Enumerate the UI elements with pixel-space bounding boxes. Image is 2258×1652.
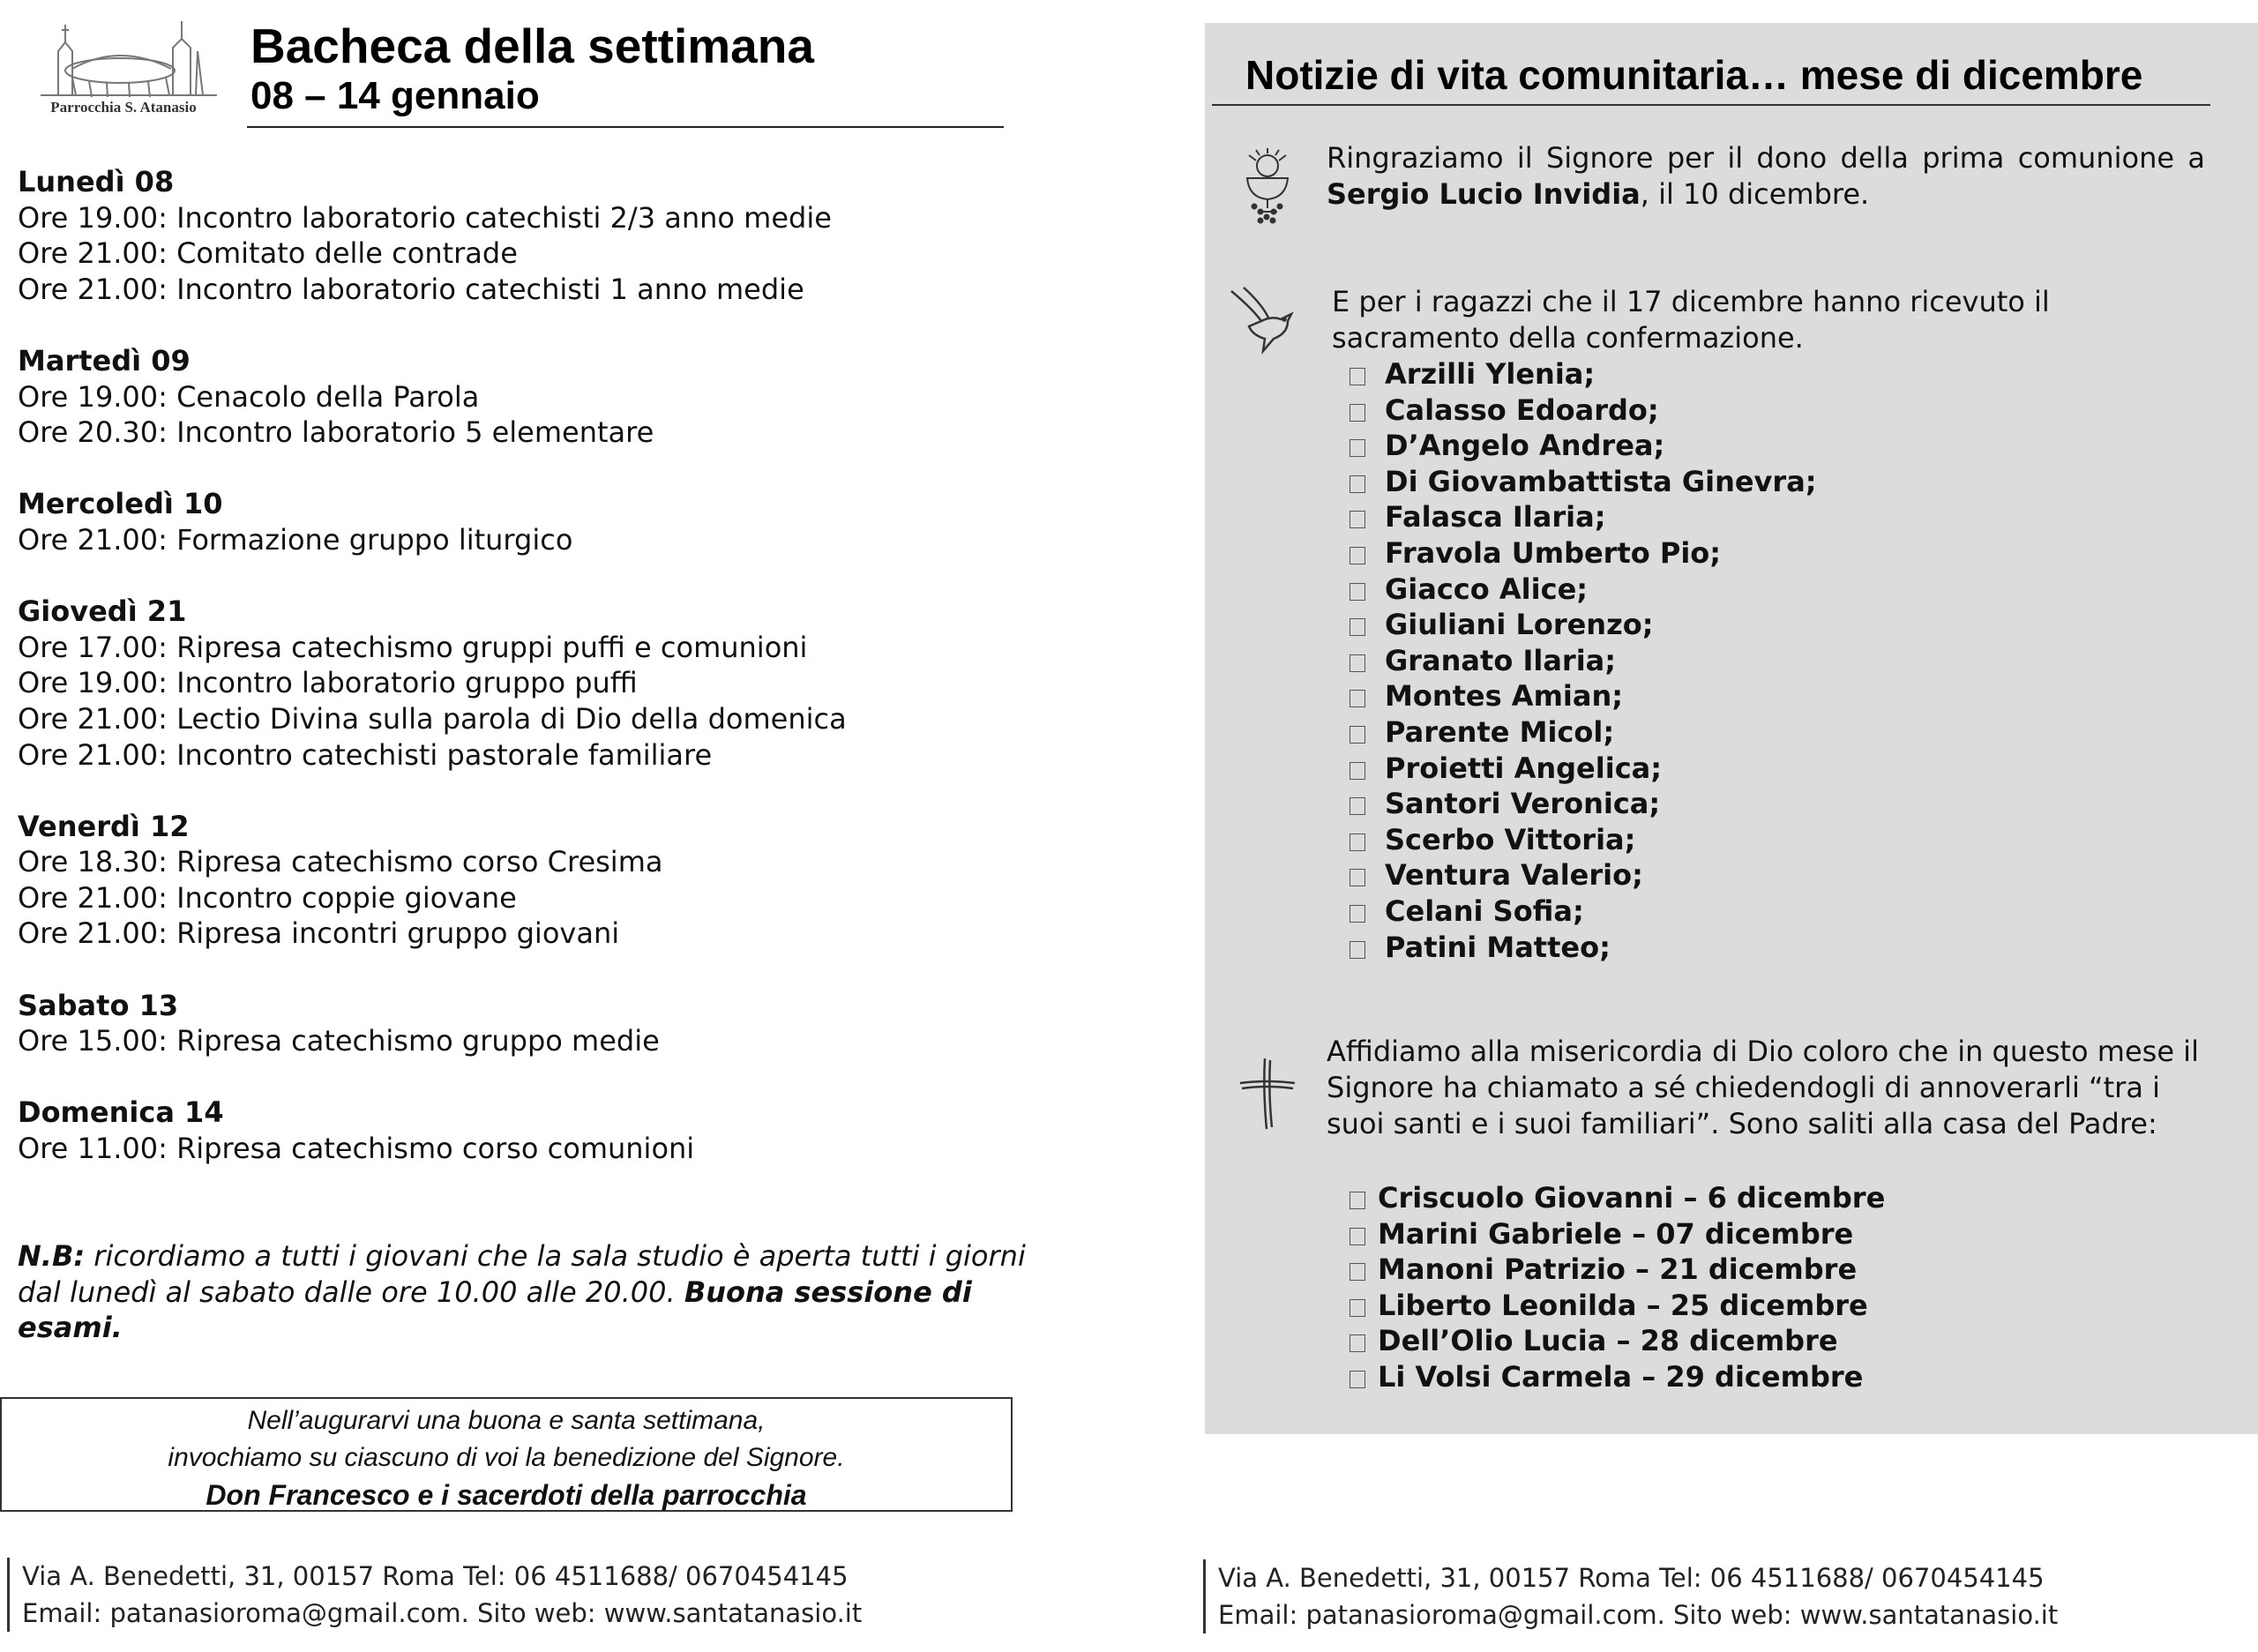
day-block <box>18 164 1014 307</box>
checkbox-icon <box>1350 1228 1365 1245</box>
list-item: Li Volsi Carmela – 29 dicembre <box>1350 1359 1885 1395</box>
day-name: Mercoledì 10 <box>18 487 223 521</box>
list-item: Ventura Valerio; <box>1350 857 1817 893</box>
day-block <box>18 343 1014 451</box>
event-row: Ore 21.00: Incontro catechisti pastorale familiare <box>18 737 713 772</box>
list-item: Celani Sofia; <box>1350 893 1817 930</box>
day-name: Venerdì 12 <box>18 809 190 843</box>
checkbox-icon <box>1350 1371 1365 1388</box>
checkbox-icon <box>1350 690 1365 707</box>
day-name: Sabato 13 <box>18 988 179 1022</box>
list-item: Giuliani Lorenzo; <box>1350 607 1817 643</box>
list-item: Marini Gabriele – 07 dicembre <box>1350 1216 1885 1252</box>
checkbox-icon <box>1350 726 1365 744</box>
checkbox-icon <box>1350 475 1365 493</box>
event-row: Ore 21.00: Ripresa incontri gruppo giovani <box>18 916 620 951</box>
day-name: Martedì 09 <box>18 343 191 377</box>
confirmation-paragraph: E per i ragazzi che il 17 dicembre hanno ricevuto il sacramento della confermazione. <box>1332 285 2050 355</box>
day-block <box>18 809 1014 952</box>
greeting-line: invochiamo su ciascuno di voi la benedizione del Signore. <box>168 1443 845 1472</box>
list-item: Dell’Olio Lucia – 28 dicembre <box>1350 1323 1885 1359</box>
list-item: D’Angelo Andrea; <box>1350 428 1817 464</box>
communion-post: , il 10 dicembre. <box>1640 177 1870 211</box>
date-range: 08 – 14 gennaio <box>250 74 540 117</box>
event-row: Ore 21.00: Formazione gruppo liturgico <box>18 522 573 557</box>
title-divider <box>247 126 1004 128</box>
list-item: Fravola Umberto Pio; <box>1350 535 1817 572</box>
day-block <box>18 486 1014 557</box>
news-divider <box>1212 104 2210 106</box>
list-item: Giacco Alice; <box>1350 572 1817 608</box>
event-row: Ore 19.00: Cenacolo della Parola <box>18 379 480 414</box>
checkbox-icon <box>1350 1192 1365 1209</box>
checkbox-icon <box>1350 762 1365 780</box>
event-row: Ore 21.00: Lectio Divina sulla parola di Dio della domenica <box>18 701 847 736</box>
communion-pre: Ringraziamo il Signore per il dono della prima comunione a <box>1327 141 2205 175</box>
list-item: Manoni Patrizio – 21 dicembre <box>1350 1252 1885 1288</box>
checkbox-icon <box>1350 1299 1365 1317</box>
footer-contact[interactable]: Email: patanasioroma@gmail.com. Sito web: www.santatanasio.it <box>22 1598 863 1628</box>
checkbox-icon <box>1350 511 1365 528</box>
footer-left <box>7 1558 862 1632</box>
checkbox-icon <box>1350 941 1365 959</box>
day-block <box>18 594 1014 773</box>
checkbox-icon <box>1350 583 1365 601</box>
footer-address: Via A. Benedetti, 31, 00157 Roma Tel: 06 4511688/ 0670454145 <box>22 1561 849 1591</box>
nb-text: ricordiamo a tutti i giovani che la sala studio è aperta tutti i giorni dal lunedì al sabato dalle ore 10.00 alle 20.00. <box>18 1239 1026 1309</box>
chalice-icon <box>1235 148 1300 231</box>
list-item: Parente Micol; <box>1350 714 1817 751</box>
event-row: Ore 19.00: Incontro laboratorio catechisti 2/3 anno medie <box>18 200 832 235</box>
checkbox-icon <box>1350 439 1365 457</box>
checkbox-icon <box>1350 1334 1365 1352</box>
footer-address: Via A. Benedetti, 31, 00157 Roma Tel: 06 4511688/ 0670454145 <box>1218 1563 2045 1593</box>
list-item: Santori Veronica; <box>1350 786 1817 822</box>
dove-icon <box>1226 282 1305 360</box>
list-item: Patini Matteo; <box>1350 930 1817 966</box>
event-row: Ore 15.00: Ripresa catechismo gruppo medie <box>18 1024 660 1058</box>
list-item: Di Giovambattista Ginevra; <box>1350 464 1817 500</box>
news-title: Notizie di vita comunitaria… mese di dicembre <box>1245 52 2143 98</box>
logo-caption: Parrocchia S. Atanasio <box>50 99 197 116</box>
day-block <box>18 988 1014 1059</box>
day-name: Lunedì 08 <box>18 165 175 198</box>
nota-bene <box>18 1238 1032 1346</box>
communion-paragraph <box>1327 140 2205 213</box>
cross-icon <box>1237 1057 1298 1134</box>
event-row: Ore 19.00: Incontro laboratorio gruppo puffi <box>18 666 638 700</box>
list-item: Liberto Leonilda – 25 dicembre <box>1350 1288 1885 1324</box>
greeting-box <box>0 1397 1013 1512</box>
checkbox-icon <box>1350 797 1365 815</box>
communion-name: Sergio Lucio Invidia <box>1327 177 1641 211</box>
list-item: Montes Amian; <box>1350 678 1817 714</box>
weekly-schedule <box>18 164 1014 1202</box>
event-row: Ore 17.00: Ripresa catechismo gruppi puffi e comunioni <box>18 630 808 664</box>
nb-label: N.B: <box>18 1239 86 1273</box>
day-name: Domenica 14 <box>18 1095 224 1130</box>
checkbox-icon <box>1350 869 1365 886</box>
event-row: Ore 11.00: Ripresa catechismo corso comunioni <box>18 1132 695 1166</box>
list-item: Granato Ilaria; <box>1350 643 1817 679</box>
deceased-paragraph: Affidiamo alla misericordia di Dio coloro che in questo mese il Signore ha chiamato a sé chiedendogli di annoverarli “tra i suoi santi e i suoi familiari”. Sono saliti alla casa del Padre: <box>1327 1035 2199 1140</box>
event-row: Ore 21.00: Incontro coppie giovane <box>18 880 517 915</box>
greeting-line: Nell’augurarvi una buona e santa settimana, <box>247 1406 766 1435</box>
church-logo-icon <box>23 16 224 101</box>
checkbox-icon <box>1350 833 1365 851</box>
checkbox-icon <box>1350 654 1365 672</box>
footer-right <box>1203 1559 2058 1633</box>
checkbox-icon <box>1350 618 1365 636</box>
checkbox-icon <box>1350 547 1365 564</box>
confirmed-list <box>1350 356 1817 965</box>
list-item: Scerbo Vittoria; <box>1350 822 1817 858</box>
checkbox-icon <box>1350 1263 1365 1281</box>
checkbox-icon <box>1350 368 1365 385</box>
list-item: Falasca Ilaria; <box>1350 499 1817 535</box>
checkbox-icon <box>1350 905 1365 923</box>
checkbox-icon <box>1350 404 1365 422</box>
list-item: Calasso Edoardo; <box>1350 392 1817 429</box>
page-title: Bacheca della settimana <box>250 19 814 73</box>
day-block <box>18 1095 1014 1166</box>
event-row: Ore 20.30: Incontro laboratorio 5 elementare <box>18 415 654 450</box>
list-item: Proietti Angelica; <box>1350 751 1817 787</box>
event-row: Ore 21.00: Incontro laboratorio catechisti 1 anno medie <box>18 272 804 306</box>
greeting-signature: Don Francesco e i sacerdoti della parrocchia <box>206 1479 807 1511</box>
event-row: Ore 18.30: Ripresa catechismo corso Cresima <box>18 845 663 879</box>
list-item: Criscuolo Giovanni – 6 dicembre <box>1350 1180 1885 1216</box>
footer-contact[interactable]: Email: patanasioroma@gmail.com. Sito web: www.santatanasio.it <box>1218 1600 2059 1630</box>
nb-closing: Buona sessione di esami. <box>18 1275 972 1344</box>
event-row: Ore 21.00: Comitato delle contrade <box>18 236 518 271</box>
list-item: Arzilli Ylenia; <box>1350 356 1817 392</box>
deceased-list <box>1350 1180 1885 1395</box>
day-name: Giovedì 21 <box>18 594 187 629</box>
